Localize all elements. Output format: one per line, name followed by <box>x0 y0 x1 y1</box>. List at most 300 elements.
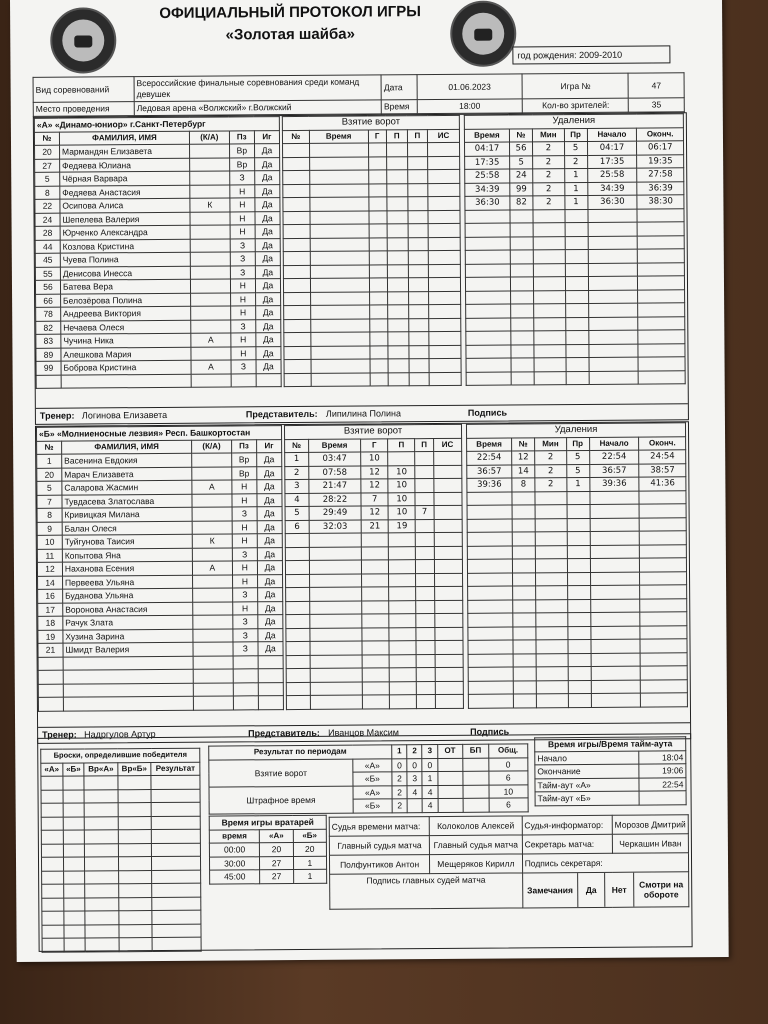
player-row <box>35 198 280 213</box>
pen-reason: 5 <box>564 141 587 155</box>
player-name: Белозёрова Полина <box>60 293 190 307</box>
goal-assist-2 <box>407 183 428 197</box>
goal-assist-1 <box>389 546 416 560</box>
pen-reason <box>568 666 591 680</box>
player-col-0: № <box>34 132 59 146</box>
goal-assist-2 <box>408 264 429 278</box>
pen-player <box>511 344 534 358</box>
pen-time <box>466 345 511 359</box>
goal-scorer <box>369 237 387 251</box>
shots-cell <box>63 790 85 804</box>
player-name: Нечаева Олеся <box>61 320 191 334</box>
pen-time <box>465 264 510 278</box>
pim-a-ot <box>438 785 463 799</box>
pen-end: 24:54 <box>639 450 686 464</box>
goal-time <box>309 533 361 547</box>
player-role <box>193 655 233 669</box>
info-judge-name: Морозов Дмитрий <box>612 815 688 835</box>
shots-cell <box>41 776 63 790</box>
pen-reason <box>568 680 591 694</box>
goal-time <box>310 251 369 265</box>
remarks-yes: Да <box>578 873 605 907</box>
gk-b: 20 <box>293 842 326 856</box>
game-time-table <box>534 736 686 806</box>
goal-number <box>283 265 310 279</box>
goal-time <box>309 157 368 171</box>
pen-minutes <box>536 653 568 667</box>
secretary-sign: Подпись секретаря: <box>522 853 688 873</box>
player-col-1: ФАМИЛИЯ, ИМЯ <box>62 440 192 454</box>
player-position: З <box>229 171 254 185</box>
row-b-label: «Б» <box>353 772 392 786</box>
teamA-penalties-table <box>464 113 686 386</box>
player-role: А <box>192 561 232 575</box>
player-plays: Да <box>255 252 280 266</box>
player-number: 8 <box>35 186 60 200</box>
pim-a-total: 10 <box>489 784 528 798</box>
goal-scorer <box>370 372 388 386</box>
pen-end <box>641 679 688 693</box>
goal-assist-1 <box>388 533 415 547</box>
pen-minutes <box>534 304 566 318</box>
player-row <box>38 642 283 657</box>
pen-player <box>513 599 536 613</box>
goal-assist-2 <box>416 600 434 614</box>
goal-number <box>286 641 310 655</box>
pen-player <box>510 209 533 223</box>
goal-time <box>310 682 362 696</box>
goal-col-2: Г <box>361 438 388 452</box>
pen-player <box>510 263 533 277</box>
goal-assist-2 <box>415 465 433 479</box>
shots-row <box>42 883 201 898</box>
player-plays: Да <box>257 588 282 602</box>
pen-player: 12 <box>512 451 535 465</box>
shots-col-b: «Б» <box>63 763 85 777</box>
pen-reason <box>567 626 590 640</box>
player-name: Чёрная Варвара <box>60 171 190 185</box>
pen-start <box>588 249 638 263</box>
goal-row <box>286 654 463 669</box>
player-plays <box>256 373 281 387</box>
player-row <box>35 238 280 253</box>
player-number: 18 <box>38 616 63 630</box>
goal-assist-2 <box>415 492 433 506</box>
goal-scorer: 7 <box>361 492 388 506</box>
player-row <box>36 346 281 361</box>
pen-minutes: 2 <box>535 478 567 492</box>
goal-assist-1 <box>387 183 408 197</box>
player-role <box>190 252 230 266</box>
officials-table <box>329 814 690 910</box>
player-row <box>38 574 283 589</box>
goal-number: 5 <box>285 506 309 520</box>
player-plays: Да <box>257 466 282 480</box>
shots-cell <box>42 884 64 898</box>
shots-row <box>41 856 200 871</box>
teamA-players-table <box>34 116 282 389</box>
goals-b-1: 2 <box>392 772 407 786</box>
goal-row <box>286 627 463 642</box>
shots-cell <box>119 897 152 911</box>
pen-player <box>513 667 536 681</box>
goal-situation <box>434 586 462 600</box>
player-role <box>193 628 233 642</box>
shots-cell <box>151 789 200 803</box>
gk-b: 1 <box>293 856 326 870</box>
player-name <box>61 374 191 388</box>
goal-col-0: № <box>282 130 309 144</box>
goal-row <box>283 264 460 279</box>
pen-reason: 1 <box>564 182 587 196</box>
goal-scorer <box>361 546 388 560</box>
secretary-label: Секретарь матча: <box>522 834 612 854</box>
goal-row <box>286 600 463 615</box>
player-row <box>38 696 283 711</box>
shots-row <box>42 937 201 952</box>
pen-start <box>591 693 641 707</box>
shots-cell <box>84 803 118 817</box>
goal-row <box>283 142 460 157</box>
pen-reason <box>567 612 590 626</box>
player-name: Рачук Злата <box>63 615 193 629</box>
player-col-3: Пз <box>229 130 254 144</box>
goal-number <box>284 292 311 306</box>
team-name: «А» «Динамо-юниор» г.Санкт-Петербург <box>34 117 279 132</box>
goal-number <box>284 346 311 360</box>
player-position: Н <box>232 574 257 588</box>
pen-reason <box>565 236 588 250</box>
pen-reason <box>565 222 588 236</box>
pen-time <box>467 559 512 573</box>
player-position <box>231 373 256 387</box>
pen-player <box>510 236 533 250</box>
goal-number: 3 <box>285 479 309 493</box>
player-position: З <box>232 547 257 561</box>
goal-situation <box>428 210 460 224</box>
pen-player <box>512 505 535 519</box>
player-number: 99 <box>36 361 61 375</box>
period-col-3: 3 <box>422 745 437 759</box>
goal-assist-2 <box>416 560 434 574</box>
goal-assist-2 <box>409 372 430 386</box>
pen-time <box>465 223 510 237</box>
pen-reason <box>565 249 588 263</box>
goal-row <box>283 210 460 225</box>
player-role <box>190 171 230 185</box>
pen-start <box>590 585 640 599</box>
player-row <box>36 319 281 334</box>
goal-number: 6 <box>285 520 309 534</box>
pen-end <box>639 504 686 518</box>
goal-scorer <box>362 654 389 668</box>
pen-start <box>588 344 638 358</box>
pen-minutes <box>536 694 568 708</box>
goal-time <box>310 197 369 211</box>
pen-col-1: № <box>511 437 534 451</box>
coach-label: Тренер: <box>39 410 75 421</box>
player-role <box>193 588 233 602</box>
shots-cell <box>63 816 85 830</box>
pen-minutes <box>536 559 568 573</box>
player-row <box>35 279 280 294</box>
shots-col-a: «А» <box>41 763 63 777</box>
goal-scorer <box>362 600 389 614</box>
player-plays: Да <box>254 144 279 158</box>
pen-minutes: 2 <box>533 182 565 196</box>
goal-col-5: ИС <box>433 438 461 452</box>
goal-row <box>286 613 463 628</box>
penalty-row <box>465 168 684 183</box>
goal-scorer <box>369 345 387 359</box>
goals-b-bp <box>463 771 489 785</box>
goal-scorer <box>369 210 387 224</box>
pen-end <box>637 208 684 222</box>
shots-cell <box>151 802 200 816</box>
pen-minutes <box>534 358 566 372</box>
goal-situation <box>433 465 461 479</box>
goal-scorer: 12 <box>361 479 388 493</box>
player-name: Батева Вера <box>60 279 190 293</box>
rep-name: Липилина Полина <box>325 408 402 419</box>
pen-start <box>589 491 639 505</box>
shots-cell <box>152 883 201 897</box>
shots-cell <box>118 803 151 817</box>
player-role <box>190 144 230 158</box>
shots-cell <box>41 844 63 858</box>
player-number: 66 <box>36 294 61 308</box>
pen-start <box>591 680 641 694</box>
player-name: Чуева Полина <box>60 252 190 266</box>
player-name: Чучина Ника <box>61 333 191 347</box>
player-plays: Да <box>255 292 280 306</box>
goal-number <box>284 359 311 373</box>
goal-scorer <box>363 695 390 709</box>
goal-row <box>284 291 461 306</box>
goal-assist-2 <box>415 519 433 533</box>
goal-assist-2 <box>408 332 429 346</box>
teamB-penalties-table <box>466 422 688 708</box>
player-number: 82 <box>36 321 61 335</box>
pen-start <box>588 236 638 250</box>
pen-minutes: 2 <box>533 196 565 210</box>
pim-a-1: 2 <box>392 785 407 799</box>
shots-row <box>42 897 201 912</box>
player-plays <box>258 696 283 710</box>
goal-time: 32:03 <box>309 520 361 534</box>
goal-scorer <box>369 305 387 319</box>
goal-situation <box>434 492 462 506</box>
shots-cell <box>42 925 64 939</box>
pen-end <box>638 343 685 357</box>
pen-player <box>512 559 535 573</box>
pen-player <box>513 586 536 600</box>
player-number: 17 <box>38 603 63 617</box>
goal-time <box>310 695 362 709</box>
pen-reason: 1 <box>564 195 587 209</box>
goals-b-total: 6 <box>489 771 528 785</box>
goal-scorer: 12 <box>361 465 388 479</box>
goal-number <box>286 628 310 642</box>
player-name: Наханова Есения <box>62 561 192 575</box>
pen-time <box>468 640 513 654</box>
shots-cell <box>118 816 151 830</box>
goals-b-2: 3 <box>407 772 422 786</box>
pen-time <box>468 694 513 708</box>
player-row <box>36 373 281 388</box>
goal-row <box>283 237 460 252</box>
pen-col-3: Пр <box>564 128 587 142</box>
pen-time <box>466 291 511 305</box>
pen-reason <box>567 504 590 518</box>
goals-a-bp <box>463 758 489 772</box>
goal-number <box>284 373 311 387</box>
shots-cell <box>41 830 63 844</box>
pim-a-bp <box>463 785 489 799</box>
player-position: З <box>232 588 257 602</box>
player-number: 27 <box>35 159 60 173</box>
timeout-a-value: 22:54 <box>639 777 686 791</box>
player-name: Шмидт Валерия <box>63 642 193 656</box>
pen-reason <box>567 491 590 505</box>
player-col-2: (К/А) <box>189 130 229 144</box>
goal-situation <box>428 142 460 156</box>
goal-scorer <box>362 560 389 574</box>
pen-player <box>510 290 533 304</box>
gk-col-time: время <box>209 829 259 843</box>
period-col-total: Общ. <box>488 744 527 758</box>
player-role <box>190 157 230 171</box>
player-name: Саларова Жасмин <box>62 480 192 494</box>
goal-scorer: 10 <box>361 452 388 466</box>
shots-cell <box>64 911 86 925</box>
player-number: 5 <box>37 481 62 495</box>
pen-minutes <box>534 331 566 345</box>
main-ref-label-1: Главный судья матча <box>329 836 429 856</box>
pim-b-bp <box>463 798 489 812</box>
player-name: Шепелева Валерия <box>60 212 190 226</box>
goal-row <box>283 183 460 198</box>
player-role: А <box>191 360 231 374</box>
pen-start: 25:58 <box>587 168 637 182</box>
shots-cell <box>64 924 86 938</box>
player-position: Н <box>232 520 257 534</box>
goal-situation <box>434 573 462 587</box>
player-position: Н <box>230 211 255 225</box>
shots-col-gkb: Вр«Б» <box>118 762 151 776</box>
shots-cell <box>41 817 63 831</box>
pen-player <box>513 626 536 640</box>
player-name <box>63 669 193 683</box>
pen-col-0: Время <box>464 129 509 143</box>
goal-situation <box>429 331 461 345</box>
pen-time <box>466 372 511 386</box>
player-plays <box>258 682 283 696</box>
player-number: 11 <box>37 549 62 563</box>
pen-minutes <box>536 640 568 654</box>
pen-time: 36:57 <box>467 465 512 479</box>
player-name: Марач Елизавета <box>62 467 192 481</box>
player-number: 10 <box>37 535 62 549</box>
player-plays: Да <box>257 534 282 548</box>
shots-cell <box>119 911 152 925</box>
shots-cell <box>118 830 151 844</box>
pen-reason <box>568 653 591 667</box>
goal-scorer: 12 <box>361 506 388 520</box>
goalie-time-table <box>209 815 327 884</box>
shots-table <box>40 748 201 953</box>
player-plays: Да <box>258 642 283 656</box>
pen-reason <box>568 639 591 653</box>
goal-assist-2 <box>407 197 428 211</box>
goal-row <box>286 667 463 682</box>
goal-number <box>285 560 309 574</box>
goal-scorer: 21 <box>361 519 388 533</box>
shots-cell <box>151 775 200 789</box>
pen-reason <box>567 531 590 545</box>
player-number: 22 <box>35 199 60 213</box>
pen-start: 17:35 <box>587 155 637 169</box>
pen-end <box>640 517 687 531</box>
row-a-label: «А» <box>353 758 392 772</box>
shots-cell <box>85 857 119 871</box>
shots-cell <box>118 884 151 898</box>
pim-row-a-label: «А» <box>353 785 392 799</box>
pen-end <box>641 693 688 707</box>
pen-minutes <box>536 667 568 681</box>
pen-minutes <box>533 236 565 250</box>
goal-scorer <box>361 533 388 547</box>
pen-minutes: 2 <box>533 169 565 183</box>
player-position: Вр <box>231 453 256 467</box>
pen-end <box>640 558 687 572</box>
shots-cell <box>84 789 118 803</box>
pen-end: 19:35 <box>637 154 684 168</box>
goal-number <box>283 197 310 211</box>
goal-assist-1 <box>388 345 409 359</box>
player-position: Н <box>232 601 257 615</box>
player-position: Вр <box>229 157 254 171</box>
player-role <box>193 682 233 696</box>
goal-row <box>285 478 462 493</box>
penalty-row <box>468 693 687 708</box>
pen-reason <box>567 572 590 586</box>
goal-scorer <box>362 587 389 601</box>
shots-cell <box>63 870 85 884</box>
player-role <box>193 615 233 629</box>
pen-minutes: 2 <box>535 464 567 478</box>
pen-end <box>638 235 685 249</box>
timer-name: Колоколов Алексей <box>429 816 522 836</box>
secretary-name: Черкашин Иван <box>612 834 688 854</box>
player-plays: Да <box>255 265 280 279</box>
player-position: З <box>230 252 255 266</box>
goal-row <box>284 372 461 387</box>
pen-minutes <box>536 586 568 600</box>
goal-situation <box>435 627 463 641</box>
goal-col-3: П <box>388 438 415 452</box>
goal-assist-2 <box>416 627 434 641</box>
player-position: Н <box>230 306 255 320</box>
player-position: Вр <box>229 144 254 158</box>
timeout-b-value <box>639 791 686 805</box>
goal-situation <box>429 277 461 291</box>
goal-row <box>285 465 462 480</box>
player-role <box>190 211 230 225</box>
goals-b-ot <box>438 771 463 785</box>
pen-reason <box>567 558 590 572</box>
goal-situation <box>429 318 461 332</box>
